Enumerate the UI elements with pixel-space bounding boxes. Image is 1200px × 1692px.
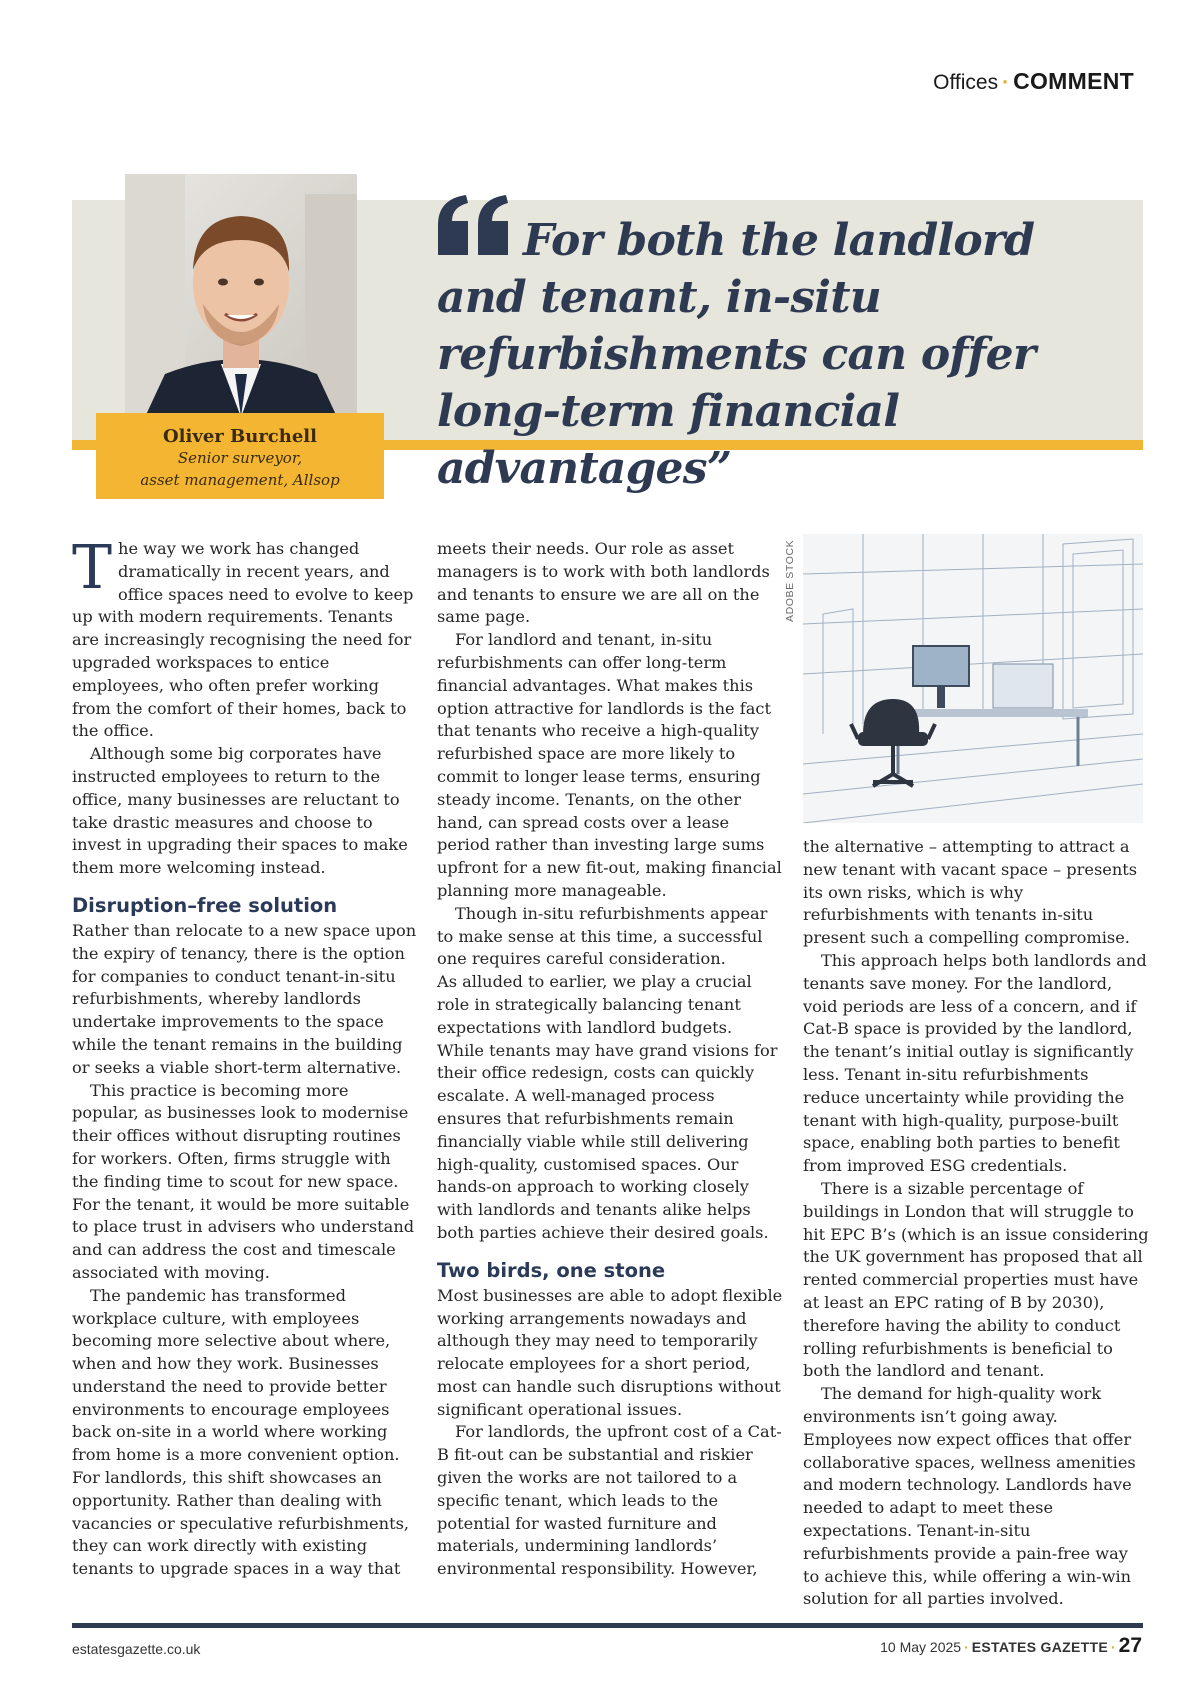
intro-paragraph: [72, 533, 418, 743]
office-sketch-illustration: [803, 534, 1143, 823]
paragraph: The pandemic has transformed workplace culture, with employees becoming more selective about where, when and how they work. Businesses understand the need to provide better environments to encourage employees back on-site in a world where working from home is a more convenient option. For landlords, this shift showcases an opportunity. Rather than dealing with vacancies or speculative refurbishments, they can work directly with existing tenants to upgrade spaces in a way that: [72, 1285, 410, 1579]
footer-rule: [72, 1623, 1143, 1628]
article-column-2: [437, 538, 783, 1581]
paragraph: meets their needs. Our role as asset managers is to work with both landlords and tenants to ensure we are all on the same page.: [437, 539, 770, 627]
subheading: Two birds, one stone: [437, 1258, 666, 1282]
section-name: Offices: [933, 71, 999, 94]
paragraph: This practice is becoming more popular, as businesses look to modernise their offices without disrupting routines for workers. Often, firms struggle with the finding time to scout for new space. For the tenant, it would be more suitable to place trust in advisers who understand and can address the cost and timescale associated with moving.: [72, 1080, 415, 1282]
paragraph: For landlords, the upfront cost of a Cat-B fit-out can be substantial and riskier given the works are not tailored to a specific tenant, which leads to the potential for wasted furniture and materials, undermining landlords’ environmental responsibility. However,: [437, 1422, 782, 1579]
issue-date: 10 May 2025: [880, 1639, 962, 1655]
author-role-line2: asset management, Allsop: [140, 471, 340, 489]
paragraph: This approach helps both landlords and tenants save money. For the landlord, void periods are less of a concern, and if Cat-B space is provided by the landlord, the tenant’s initial outlay is significantly less. Tenant in-situ refurbishments reduce uncertainty while providing the tenant with high-quality, purpose-built space, enabling both parties to benefit from improved ESG credentials.: [803, 950, 1147, 1176]
office-sketch-photo: [803, 534, 1143, 823]
footer-website: estatesgazette.co.uk: [72, 1641, 201, 1657]
paragraph: the alternative – attempting to attract a new tenant with vacant space – presents its own risks, which is why refurbishments with tenants in-situ present such a compelling compromise.: [803, 837, 1138, 948]
separator-dot: ·: [1002, 71, 1010, 94]
page-number: 27: [1118, 1634, 1142, 1657]
author-role-line1: Senior surveyor,: [177, 449, 303, 467]
subheading: Disruption–free solution: [72, 893, 338, 917]
publication-name: ESTATES GAZETTE: [971, 1639, 1108, 1655]
pull-quote: For both the landlord and tenant, in-situ refurbishments can offer long-term financial advantages”: [437, 215, 1036, 494]
separator-dot: ·: [964, 1639, 969, 1655]
paragraph: Although some big corporates have instructed employees to return to the office, many businesses are reluctant to take drastic measures and choose to invest in upgrading their spaces to make them more welcoming instead.: [72, 744, 408, 878]
photo-credit-text: ADOBE STOCK: [784, 539, 796, 622]
author-caption: [96, 413, 384, 499]
photo-credit: [784, 538, 802, 628]
author-portrait-illustration: [125, 174, 357, 417]
paragraph: For landlord and tenant, in-situ refurbishments can offer long-term financial advantages. What makes this option attractive for landlords is the fact that tenants who receive a high-quality refurbished space are more likely to commit to longer lease terms, ensuring steady income. Tenants, on the other hand, can spread costs over a lease period rather than investing large sums upfront for a new fit-out, making financial planning more manageable.: [437, 630, 782, 900]
footer-folio: [880, 1634, 1142, 1658]
paragraph: Though in-situ refurbishments appear to make sense at this time, a successful one requires careful consideration.: [437, 903, 768, 969]
author-name: Oliver Burchell: [163, 426, 317, 447]
section-label: COMMENT: [1013, 68, 1134, 94]
paragraph: There is a sizable percentage of buildings in London that will struggle to hit EPC B’s (which is an issue considering the UK government has proposed that all rented commercial properties must have at least an EPC rating of B by 2030), therefore having the ability to conduct rolling refurbishments is beneficial to both the landlord and tenant.: [803, 1178, 1149, 1381]
section-header: [933, 68, 1134, 95]
article-column-3: [803, 836, 1149, 1611]
intro-text: he way we work has changed dramatically in recent years, and office spaces need to evolve to keep up with modern requirements. Tenants are increasingly recognising the need for upgraded workspaces to entice employees, who often prefer working from the comfort of their homes, back to the office.: [72, 539, 414, 741]
paragraph: Rather than relocate to a new space upon the expiry of tenancy, there is the option for companies to conduct tenant-in-situ refurbishments, whereby landlords undertake improvements to the space while the tenant remains in the building or seeks a viable short-term alternative.: [72, 920, 417, 1077]
separator-dot: ·: [1110, 1639, 1116, 1655]
author-portrait: [125, 174, 357, 417]
paragraph: The demand for high-quality work environments isn’t going away. Employees now expect offices that offer collaborative spaces, wellness amenities and modern technology. Landlords have needed to adapt to meet these expectations. Tenant-in-situ refurbishments provide a pain-free way to achieve this, while offering a win-win solution for all parties involved.: [803, 1384, 1136, 1609]
paragraph: Most businesses are able to adopt flexible working arrangements nowadays and although they may need to temporarily relocate employees for a short period, most can handle such disruptions without significant operational issues.: [437, 1285, 783, 1419]
paragraph: As alluded to earlier, we play a crucial role in strategically balancing tenant expectations with landlord budgets. While tenants may have grand visions for their office redesign, costs can quickly escalate. A well-managed process ensures that refurbishments remain financially viable while still delivering high-quality, customised spaces. Our hands-on approach to working closely with landlords and tenants alike helps both parties achieve their desired goals.: [437, 972, 778, 1242]
drop-cap: T: [72, 533, 113, 603]
article-column-1: [72, 533, 418, 1581]
